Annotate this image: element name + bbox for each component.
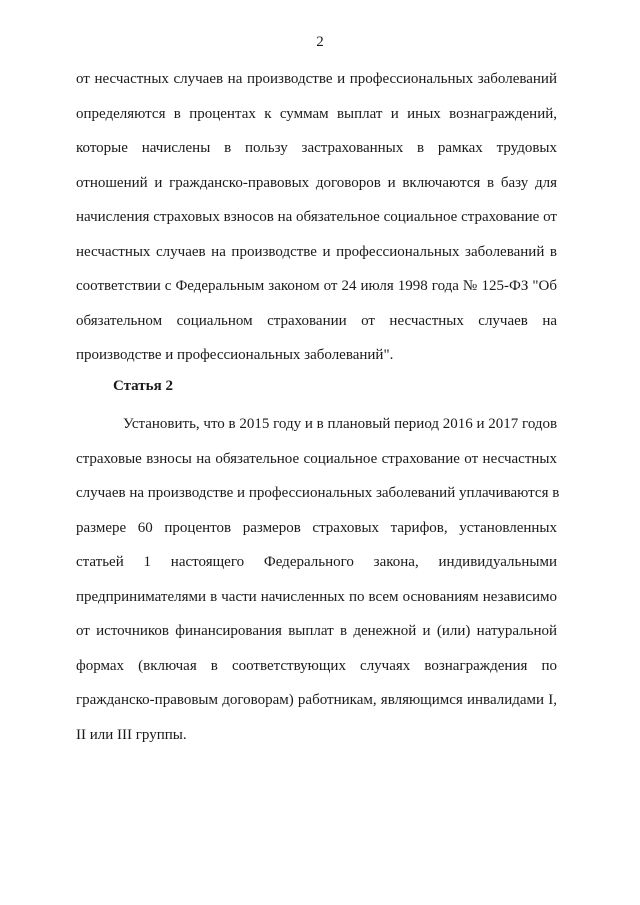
text-line: предпринимателями в части начисленных по всем основаниям независимо (76, 588, 557, 605)
text-line: II или III группы. (76, 726, 187, 743)
text-line: которые начислены в пользу застрахованных в рамках трудовых (76, 140, 557, 156)
text-line: от источников финансирования выплат в денежной и (или) натуральной (76, 623, 557, 639)
text-line: несчастных случаев на производстве и профессиональных заболеваний в (76, 243, 557, 260)
article-heading: Статья 2 (113, 378, 173, 394)
text-line: производстве и профессиональных заболеваний". (76, 347, 394, 363)
text-line: обязательном социальном страховании от несчастных случаев на (76, 312, 557, 329)
text-line: отношений и гражданско-правовых договоров и включаются в базу для (76, 174, 557, 191)
text-line: начисления страховых взносов на обязательное социальное страхование от (76, 209, 557, 225)
text-line: от несчастных случаев на производстве и профессиональных заболеваний (76, 71, 557, 87)
paragraph-article-1-continuation (76, 62, 557, 373)
page-number: 2 (316, 34, 324, 50)
text-line: формах (включая в соответствующих случаях вознаграждения по (76, 657, 557, 674)
text-line: статьей 1 настоящего Федерального закона, индивидуальными (76, 554, 557, 570)
paragraph-article-2 (76, 407, 560, 752)
text-line: соответствии с Федеральным законом от 24 июля 1998 года № 125-ФЗ "Об (76, 278, 557, 294)
text-line: страховые взносы на обязательное социальное страхование от несчастных (76, 450, 557, 467)
text-line: определяются в процентах к суммам выплат и иных вознаграждений, (76, 105, 557, 122)
text-line: гражданско-правовым договорам) работникам, являющимся инвалидами I, (76, 692, 557, 708)
text-line: Установить, что в 2015 году и в плановый период 2016 и 2017 годов (123, 416, 558, 432)
text-line: размере 60 процентов размеров страховых тарифов, установленных (76, 519, 557, 536)
text-line: случаев на производстве и профессиональных заболеваний уплачиваются в (76, 485, 560, 501)
